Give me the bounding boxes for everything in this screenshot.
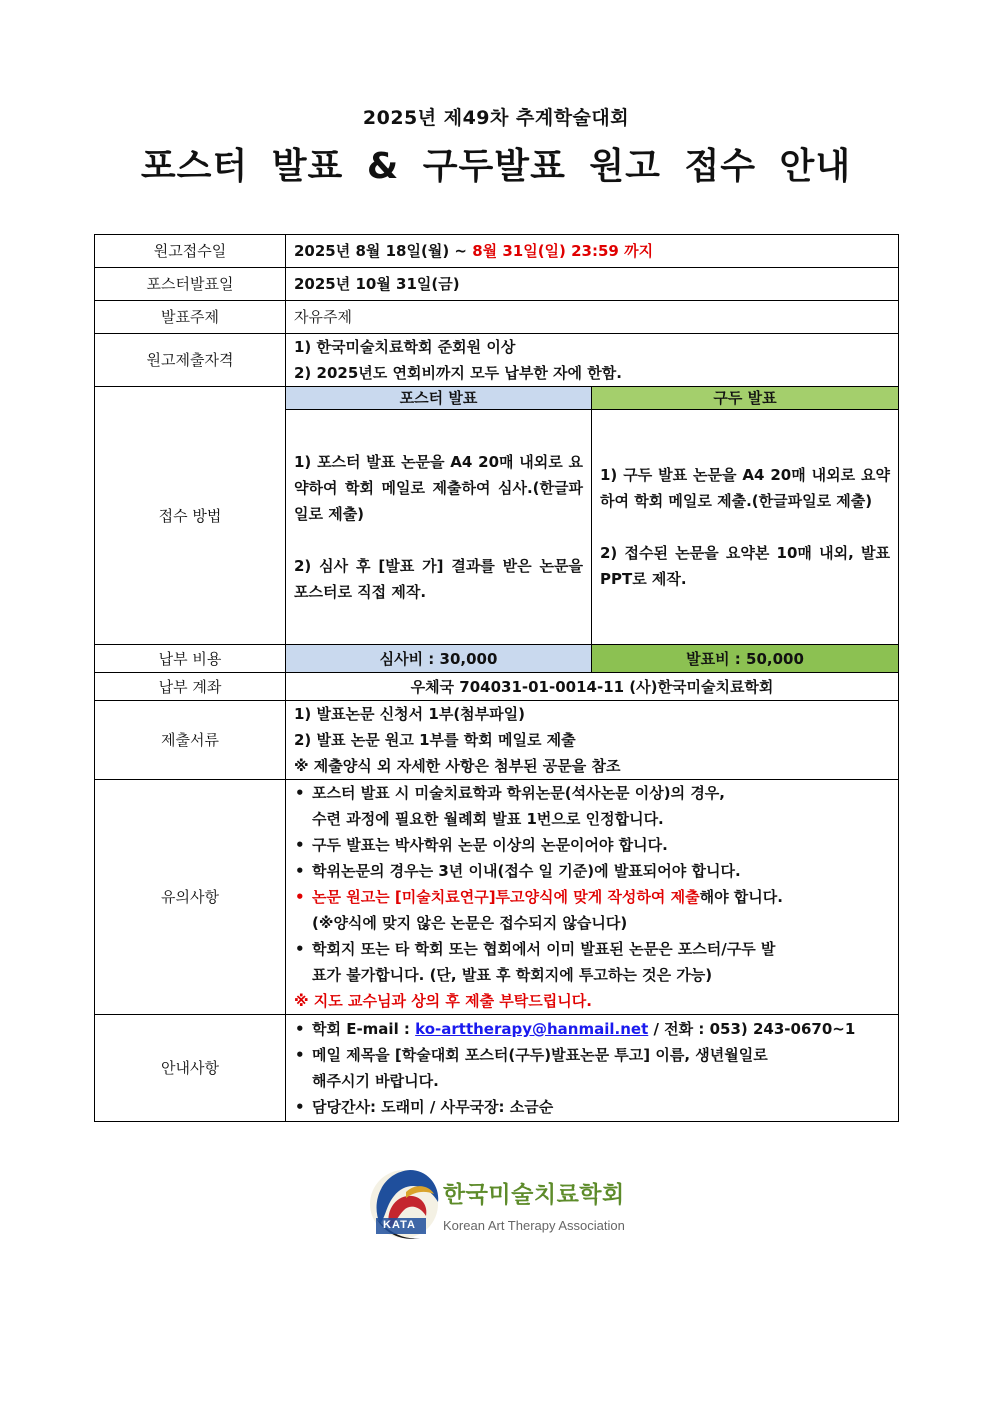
document-line: ※ 제출양식 외 자세한 사항은 첨부된 공문을 참조 (294, 757, 621, 775)
label-fee: 납부 비용 (95, 645, 286, 673)
note-bullet (286, 884, 898, 936)
contact-text: • 메일 제목을 [학술대회 포스터(구두)발표논문 투고] 이름, 생년월일로 (312, 1046, 768, 1064)
note-text: • 학회지 또는 타 학회 또는 협회에서 이미 발표된 논문은 포스터/구두 발 (312, 940, 776, 958)
logo-english-name: Korean Art Therapy Association (443, 1218, 625, 1233)
eligibility-line: 1) 한국미술치료학회 준회원 이상 (294, 338, 516, 356)
document-line: 2) 발표 논문 원고 1부를 학회 메일로 제출 (294, 731, 576, 749)
contact-bullet (286, 1094, 898, 1120)
presentation-fee: 발표비 : 50,000 (592, 645, 899, 673)
note-text-black: 해야 합니다. (699, 888, 783, 906)
note-final: ※ 지도 교수님과 상의 후 제출 부탁드립니다. (294, 992, 592, 1010)
note-text: • 포스터 발표 시 미술치료학과 학위논문(석사논문 이상)의 경우, (312, 784, 725, 802)
note-bullet (286, 780, 898, 832)
value-eligibility (286, 334, 899, 387)
row-documents (95, 701, 899, 780)
poster-header: 포스터 발표 (286, 387, 592, 410)
value-deadline (286, 235, 899, 268)
oral-method (592, 410, 899, 645)
row-eligibility (95, 334, 899, 387)
association-logo (366, 1162, 636, 1248)
logo-emblem-icon (366, 1162, 442, 1248)
label-eligibility: 원고제출자격 (95, 334, 286, 387)
logo-korean-name: 한국미술치료학회 (443, 1182, 625, 1208)
row-account (95, 673, 899, 701)
event-subtitle: 2025년 제49차 추계학술대회 (362, 107, 630, 129)
value-documents (286, 701, 899, 780)
contact-text: 해주시기 바랍니다. (312, 1072, 439, 1090)
oral-item: 1) 구두 발표 논문을 A4 20매 내외로 요약하여 학회 메일로 제출.(한글파일로 제출) (600, 466, 891, 510)
row-fee (95, 645, 899, 673)
contact-text: • 담당간사: 도래미 / 사무국장: 소금순 (312, 1098, 554, 1116)
row-deadline (95, 235, 899, 268)
note-text: • 학위논문의 경우는 3년 이내(접수 일 기준)에 발표되어야 합니다. (312, 862, 741, 880)
note-text (312, 884, 898, 910)
page-title: 포스터 발표 & 구두발표 원고 접수 안내 (140, 146, 852, 187)
row-topic (95, 301, 899, 334)
email-prefix: 학회 E-mail : (312, 1020, 416, 1038)
value-poster-date: 2025년 10월 31일(금) (286, 268, 899, 301)
info-table (94, 234, 899, 1122)
poster-item: 2) 심사 후 [발표 가] 결과를 받은 논문을 포스터로 직접 제작. (294, 557, 583, 601)
contact-bullet (286, 1016, 898, 1042)
note-text: 표가 불가합니다. (단, 발표 후 학회지에 투고하는 것은 가능) (312, 966, 713, 984)
logo-abbr: KATA (383, 1219, 416, 1231)
row-notes (95, 780, 899, 1015)
contact-bullet (286, 1042, 898, 1094)
label-poster-date: 포스터발표일 (95, 268, 286, 301)
label-topic: 발표주제 (95, 301, 286, 334)
phone-text: / 전화 : 053) 243-0670~1 (648, 1020, 856, 1038)
eligibility-line: 2) 2025년도 연회비까지 모두 납부한 자에 한함. (294, 364, 622, 382)
oral-header: 구두 발표 (592, 387, 899, 410)
note-bullet (286, 936, 898, 988)
contact-text (312, 1016, 898, 1042)
note-text-red: 논문 원고는 [미술치료연구]투고양식에 맞게 작성하여 제출 (312, 888, 700, 906)
value-notes (286, 780, 899, 1015)
poster-method (286, 410, 592, 645)
note-bullet (286, 858, 898, 884)
row-poster-date (95, 268, 899, 301)
note-bullet (286, 832, 898, 858)
label-contact: 안내사항 (95, 1015, 286, 1122)
note-text: (※양식에 맞지 않은 논문은 접수되지 않습니다) (312, 914, 628, 932)
label-notes: 유의사항 (95, 780, 286, 1015)
note-text: 수련 과정에 필요한 월례회 발표 1번으로 인정합니다. (312, 810, 664, 828)
email-link[interactable]: ko-arttherapy@hanmail.net (415, 1020, 649, 1038)
review-fee: 심사비 : 30,000 (286, 645, 592, 673)
row-contact (95, 1015, 899, 1122)
note-text: • 구두 발표는 박사학위 논문 이상의 논문이어야 합니다. (312, 836, 668, 854)
poster-item: 1) 포스터 발표 논문을 A4 20매 내외로 요약하여 학회 메일로 제출하여 심사.(한글파일로 제출) (294, 453, 583, 523)
label-account: 납부 계좌 (95, 673, 286, 701)
row-method-header (95, 387, 899, 410)
document-line: 1) 발표논문 신청서 1부(첨부파일) (294, 705, 525, 723)
label-method: 접수 방법 (95, 387, 286, 645)
label-documents: 제출서류 (95, 701, 286, 780)
value-topic: 자유주제 (286, 301, 899, 334)
deadline-end: 8월 31일(일) 23:59 까지 (472, 242, 654, 260)
deadline-start: 2025년 8월 18일(월) ~ (294, 242, 473, 260)
label-deadline: 원고접수일 (95, 235, 286, 268)
value-contact (286, 1015, 899, 1122)
value-account: 우체국 704031-01-0014-11 (사)한국미술치료학회 (286, 673, 899, 701)
oral-item: 2) 접수된 논문을 요약본 10매 내외, 발표 PPT로 제작. (600, 544, 891, 588)
